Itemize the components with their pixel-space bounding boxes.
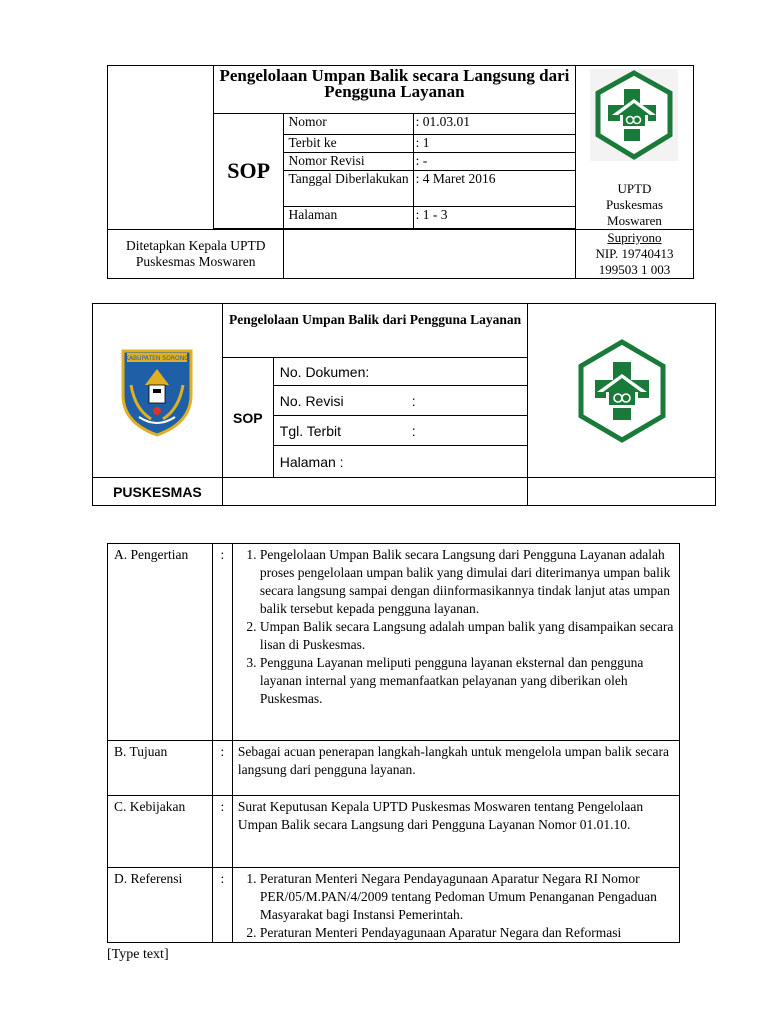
header2-row-terbit xyxy=(273,416,528,446)
section-body-tujuan: Sebagai acuan penerapan langkah-langkah untuk mengelola umpan balik secara langsung dari pengguna layanan. xyxy=(232,741,679,796)
revisi-value: : xyxy=(411,392,416,409)
header1-title: Pengelolaan Umpan Balik secara Langsung dari Pengguna Layanan xyxy=(213,66,575,114)
approval-line2: Puskesmas Moswaren xyxy=(135,254,256,269)
section-body-referensi xyxy=(232,868,679,943)
puskesmas-logo-2 xyxy=(575,338,669,444)
section-label-tujuan: B. Tujuan xyxy=(108,741,213,796)
list-item: 1. Pengelolaan Umpan Balik secara Langsung dari Pengguna Layanan adalah proses pengelolaan umpan balik yang dimulai dari diterimanya umpan balik secara langsung sampai dengan diinformasikannya tindak lanjut atas umpan balik tersebut kepada pengguna layanan. xyxy=(260,546,675,618)
puskesmas-label: PUSKESMAS xyxy=(93,478,223,506)
section-colon: : xyxy=(212,741,232,796)
halaman-label: Halaman : xyxy=(279,453,344,470)
section-label-referensi: D. Referensi xyxy=(108,868,213,943)
section-colon: : xyxy=(212,796,232,868)
regency-emblem-icon xyxy=(117,345,197,437)
row-value-halaman: : 1 - 3 xyxy=(413,207,575,229)
terbit-value: : xyxy=(411,422,416,439)
approval-line1: Ditetapkan Kepala UPTD xyxy=(126,238,266,253)
row-label-nomor: Nomor xyxy=(284,114,413,135)
list-item: 1. Peraturan Menteri Negara Pendayagunaan Aparatur Negara RI Nomor PER/05/M.PAN/4/2009 tentang Pedoman Umum Penanganan Pengaduan Masyarakat bagi Instansi Pemerintah. xyxy=(260,870,675,924)
footer-placeholder-text: [Type text] xyxy=(107,947,169,962)
row-value-tanggal: : 4 Maret 2016 xyxy=(413,171,575,207)
row-label-tanggal: Tanggal Diberlakukan xyxy=(284,171,413,207)
sop-label: SOP xyxy=(213,114,284,229)
row-value-revisi: : - xyxy=(413,153,575,171)
section-label-kebijakan: C. Kebijakan xyxy=(108,796,213,868)
emblem-banner-text: KABUPATEN SORONG xyxy=(125,354,190,362)
terbit-label: Tgl. Terbit xyxy=(279,422,341,439)
sop-header-table-2 xyxy=(92,303,716,506)
header1-blank-cell xyxy=(108,66,214,230)
header2-bottom-blank xyxy=(222,478,527,506)
list-item: 2. Peraturan Menteri Pendayagunaan Aparatur Negara dan Reformasi xyxy=(260,924,675,942)
dokumen-label: No. Dokumen: xyxy=(279,363,370,380)
signer-nip: NIP. 19740413 199503 1 003 xyxy=(595,246,674,277)
header2-row-halaman xyxy=(273,446,528,478)
header2-title: Pengelolaan Umpan Balik dari Pengguna Layanan xyxy=(222,304,527,358)
section-colon: : xyxy=(212,544,232,741)
emblem-cell xyxy=(93,304,223,478)
org-name-line3: Moswaren xyxy=(607,213,662,228)
revisi-label: No. Revisi xyxy=(279,392,344,409)
sop-header-table-1 xyxy=(107,65,694,279)
row-label-halaman: Halaman xyxy=(284,207,413,229)
row-value-terbit: : 1 xyxy=(413,135,575,153)
section-colon: : xyxy=(212,868,232,943)
signer-name: Supriyono xyxy=(607,230,662,245)
header2-row-revisi xyxy=(273,386,528,416)
section-label-pengertian: A. Pengertian xyxy=(108,544,213,741)
pengertian-list xyxy=(238,546,675,708)
section-body-kebijakan: Surat Keputusan Kepala UPTD Puskesmas Moswaren tentang Pengelolaan Umpan Balik secara Langsung dari Pengguna Layanan Nomor 01.01.10. xyxy=(232,796,679,868)
sop-content-table xyxy=(107,543,680,943)
puskesmas-logo xyxy=(590,69,678,161)
row-label-revisi: Nomor Revisi xyxy=(284,153,413,171)
org-name-line1: UPTD xyxy=(617,181,652,196)
section-body-pengertian xyxy=(232,544,679,741)
approval-cell xyxy=(108,230,284,279)
row-value-nomor: : 01.03.01 xyxy=(413,114,575,135)
header2-row-dokumen xyxy=(273,358,528,386)
row-label-terbit: Terbit ke xyxy=(284,135,413,153)
sop-label-2: SOP xyxy=(222,358,273,478)
header1-logo-cell xyxy=(575,66,693,230)
signature-blank-cell xyxy=(284,230,575,279)
list-item: 2. Umpan Balik secara Langsung adalah umpan balik yang disampaikan secara lisan di Puskesmas. xyxy=(260,618,675,654)
signer-cell xyxy=(575,230,693,279)
header2-bottom-blank-right xyxy=(528,478,716,506)
org-name-line2: Puskesmas xyxy=(605,197,663,212)
list-item: 3. Pengguna Layanan meliputi pengguna layanan eksternal dan pengguna layanan internal yang memanfaatkan pelayanan yang diberikan oleh Puskesmas. xyxy=(260,654,675,708)
referensi-list xyxy=(238,870,675,942)
header2-logo-cell xyxy=(528,304,716,478)
